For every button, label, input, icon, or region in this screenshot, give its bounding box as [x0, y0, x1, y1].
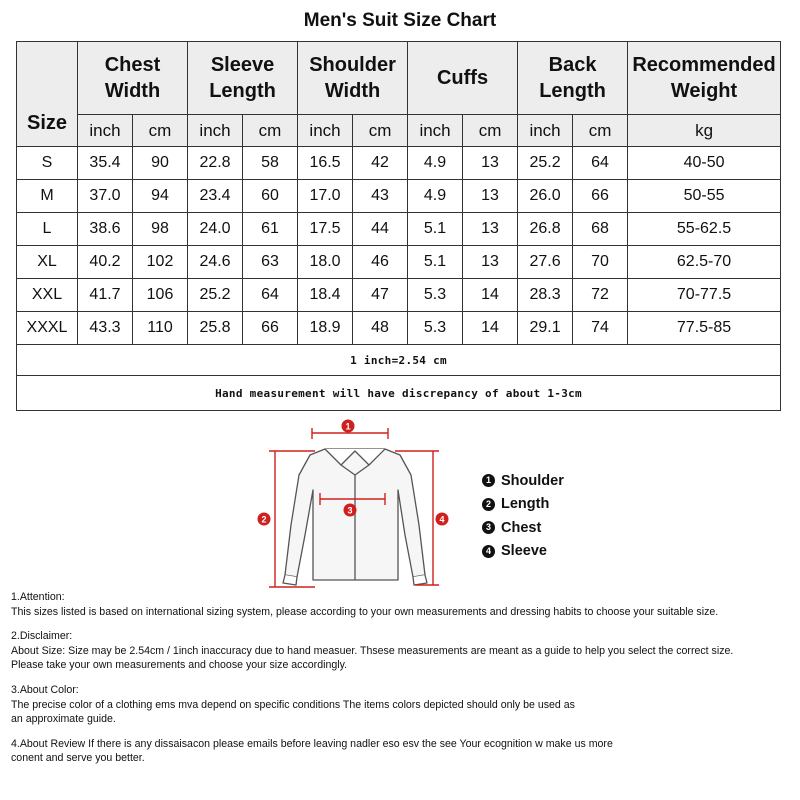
value-cell: 42	[353, 147, 408, 180]
weight-cell: 62.5-70	[628, 246, 781, 279]
value-cell: 61	[243, 213, 298, 246]
note-line: This sizes listed is based on international sizing system, please according to your own measurements and dressing habits to choose your suitable size.	[11, 605, 719, 618]
size-cell: S	[17, 147, 78, 180]
value-cell: 13	[463, 147, 518, 180]
conversion-note: 1 inch=2.54 cm	[17, 345, 781, 376]
number-2-icon: 2	[482, 498, 495, 511]
value-cell: 17.5	[298, 213, 353, 246]
value-cell: 64	[573, 147, 628, 180]
unit-label: cm	[243, 115, 298, 147]
value-cell: 58	[243, 147, 298, 180]
value-cell: 47	[353, 279, 408, 312]
shirt-illustration	[283, 449, 427, 585]
conversion-note-row	[17, 345, 781, 376]
note-line: About Size: Size may be 2.54cm / 1inch inaccuracy due to hand measuer. Thsese measurements are meant as a guide to help you select the correct size.	[11, 644, 734, 657]
marker-3-icon	[344, 504, 357, 517]
note-disclaimer	[11, 629, 796, 673]
value-cell: 41.7	[78, 279, 133, 312]
value-cell: 14	[463, 312, 518, 345]
value-cell: 4.9	[408, 180, 463, 213]
legend-label: Chest	[501, 519, 542, 536]
value-cell: 5.3	[408, 279, 463, 312]
note-heading: 1.Attention:	[11, 591, 65, 603]
size-cell: L	[17, 213, 78, 246]
unit-label: cm	[573, 115, 628, 147]
value-cell: 35.4	[78, 147, 133, 180]
sleeve-length-header: Sleeve Length	[188, 42, 298, 115]
legend-item	[482, 540, 564, 564]
weight-cell: 55-62.5	[628, 213, 781, 246]
value-cell: 25.8	[188, 312, 243, 345]
value-cell: 23.4	[188, 180, 243, 213]
size-cell: XL	[17, 246, 78, 279]
measurement-note-row	[17, 376, 781, 411]
value-cell: 4.9	[408, 147, 463, 180]
marker-label: 3	[347, 505, 353, 516]
note-line: an approximate guide.	[11, 713, 116, 726]
header-row	[17, 42, 781, 115]
unit-label: inch	[518, 115, 573, 147]
marker-2-icon	[258, 513, 271, 526]
value-cell: 43.3	[78, 312, 133, 345]
value-cell: 22.8	[188, 147, 243, 180]
value-cell: 13	[463, 246, 518, 279]
note-about-review	[11, 737, 796, 766]
marker-label: 4	[439, 514, 445, 525]
value-cell: 26.8	[518, 213, 573, 246]
diagram-legend	[482, 469, 564, 563]
note-heading: 2.Disclaimer:	[11, 630, 73, 643]
note-line: conent and serve you better.	[11, 752, 145, 765]
value-cell: 66	[243, 312, 298, 345]
value-cell: 70	[573, 246, 628, 279]
value-cell: 18.9	[298, 312, 353, 345]
recommended-weight-header: Recommended Weight	[628, 42, 781, 115]
note-line: The precise color of a clothing ems mva depend on specific conditions The items colors depicted should only be used as	[11, 698, 575, 711]
value-cell: 64	[243, 279, 298, 312]
legend-label: Shoulder	[501, 472, 564, 489]
value-cell: 44	[353, 213, 408, 246]
table-row	[17, 213, 781, 246]
value-cell: 68	[573, 213, 628, 246]
value-cell: 25.2	[518, 147, 573, 180]
chart-title: Men's Suit Size Chart	[303, 10, 497, 31]
value-cell: 94	[133, 180, 188, 213]
value-cell: 106	[133, 279, 188, 312]
value-cell: 29.1	[518, 312, 573, 345]
table-row	[17, 312, 781, 345]
value-cell: 37.0	[78, 180, 133, 213]
note-line: 4.About Review If there is any dissaisacon please emails before leaving nadler eso esv the see Your ecognition w make us more	[11, 737, 613, 750]
unit-row	[17, 115, 781, 147]
value-cell: 17.0	[298, 180, 353, 213]
unit-label: cm	[353, 115, 408, 147]
size-cell: M	[17, 180, 78, 213]
legend-item	[482, 516, 564, 540]
shirt-measurement-diagram	[255, 415, 455, 593]
value-cell: 98	[133, 213, 188, 246]
weight-cell: 50-55	[628, 180, 781, 213]
value-cell: 38.6	[78, 213, 133, 246]
value-cell: 24.6	[188, 246, 243, 279]
value-cell: 102	[133, 246, 188, 279]
unit-label: inch	[78, 115, 133, 147]
weight-cell: 70-77.5	[628, 279, 781, 312]
size-cell: XXXL	[17, 312, 78, 345]
value-cell: 90	[133, 147, 188, 180]
unit-label: kg	[628, 115, 781, 147]
shoulder-width-header: Shoulder Width	[298, 42, 408, 115]
cuffs-header: Cuffs	[408, 42, 518, 115]
value-cell: 63	[243, 246, 298, 279]
measurement-note: Hand measurement will have discrepancy of about 1-3cm	[17, 376, 781, 411]
number-4-icon: 4	[482, 545, 495, 558]
table-row	[17, 246, 781, 279]
value-cell: 74	[573, 312, 628, 345]
value-cell: 43	[353, 180, 408, 213]
value-cell: 26.0	[518, 180, 573, 213]
value-cell: 13	[463, 213, 518, 246]
value-cell: 25.2	[188, 279, 243, 312]
value-cell: 24.0	[188, 213, 243, 246]
unit-label: cm	[463, 115, 518, 147]
value-cell: 40.2	[78, 246, 133, 279]
notes-section	[11, 590, 796, 776]
size-chart-table	[16, 41, 781, 411]
back-length-header: Back Length	[518, 42, 628, 115]
marker-1-icon	[342, 420, 355, 433]
legend-item	[482, 493, 564, 517]
value-cell: 46	[353, 246, 408, 279]
weight-cell: 40-50	[628, 147, 781, 180]
note-attention	[11, 590, 796, 619]
size-cell: XXL	[17, 279, 78, 312]
chest-width-header: Chest Width	[78, 42, 188, 115]
legend-label: Sleeve	[501, 543, 547, 560]
value-cell: 28.3	[518, 279, 573, 312]
value-cell: 14	[463, 279, 518, 312]
number-1-icon: 1	[482, 474, 495, 487]
unit-label: inch	[408, 115, 463, 147]
marker-label: 2	[261, 514, 267, 525]
table-row	[17, 147, 781, 180]
unit-label: inch	[298, 115, 353, 147]
weight-cell: 77.5-85	[628, 312, 781, 345]
value-cell: 5.1	[408, 246, 463, 279]
value-cell: 60	[243, 180, 298, 213]
unit-label: cm	[133, 115, 188, 147]
size-header: Size	[17, 42, 78, 147]
table-row	[17, 180, 781, 213]
table-row	[17, 279, 781, 312]
note-heading: 3.About Color:	[11, 683, 79, 696]
unit-label: inch	[188, 115, 243, 147]
value-cell: 5.3	[408, 312, 463, 345]
value-cell: 16.5	[298, 147, 353, 180]
value-cell: 27.6	[518, 246, 573, 279]
value-cell: 18.0	[298, 246, 353, 279]
marker-4-icon	[436, 513, 449, 526]
value-cell: 66	[573, 180, 628, 213]
value-cell: 5.1	[408, 213, 463, 246]
note-about-color	[11, 683, 796, 727]
note-line: Please take your own measurements and choose your size accordingly.	[11, 659, 348, 672]
value-cell: 13	[463, 180, 518, 213]
marker-label: 1	[345, 421, 351, 432]
value-cell: 48	[353, 312, 408, 345]
number-3-icon: 3	[482, 521, 495, 534]
value-cell: 18.4	[298, 279, 353, 312]
value-cell: 72	[573, 279, 628, 312]
value-cell: 110	[133, 312, 188, 345]
legend-item	[482, 469, 564, 493]
legend-label: Length	[501, 496, 550, 513]
